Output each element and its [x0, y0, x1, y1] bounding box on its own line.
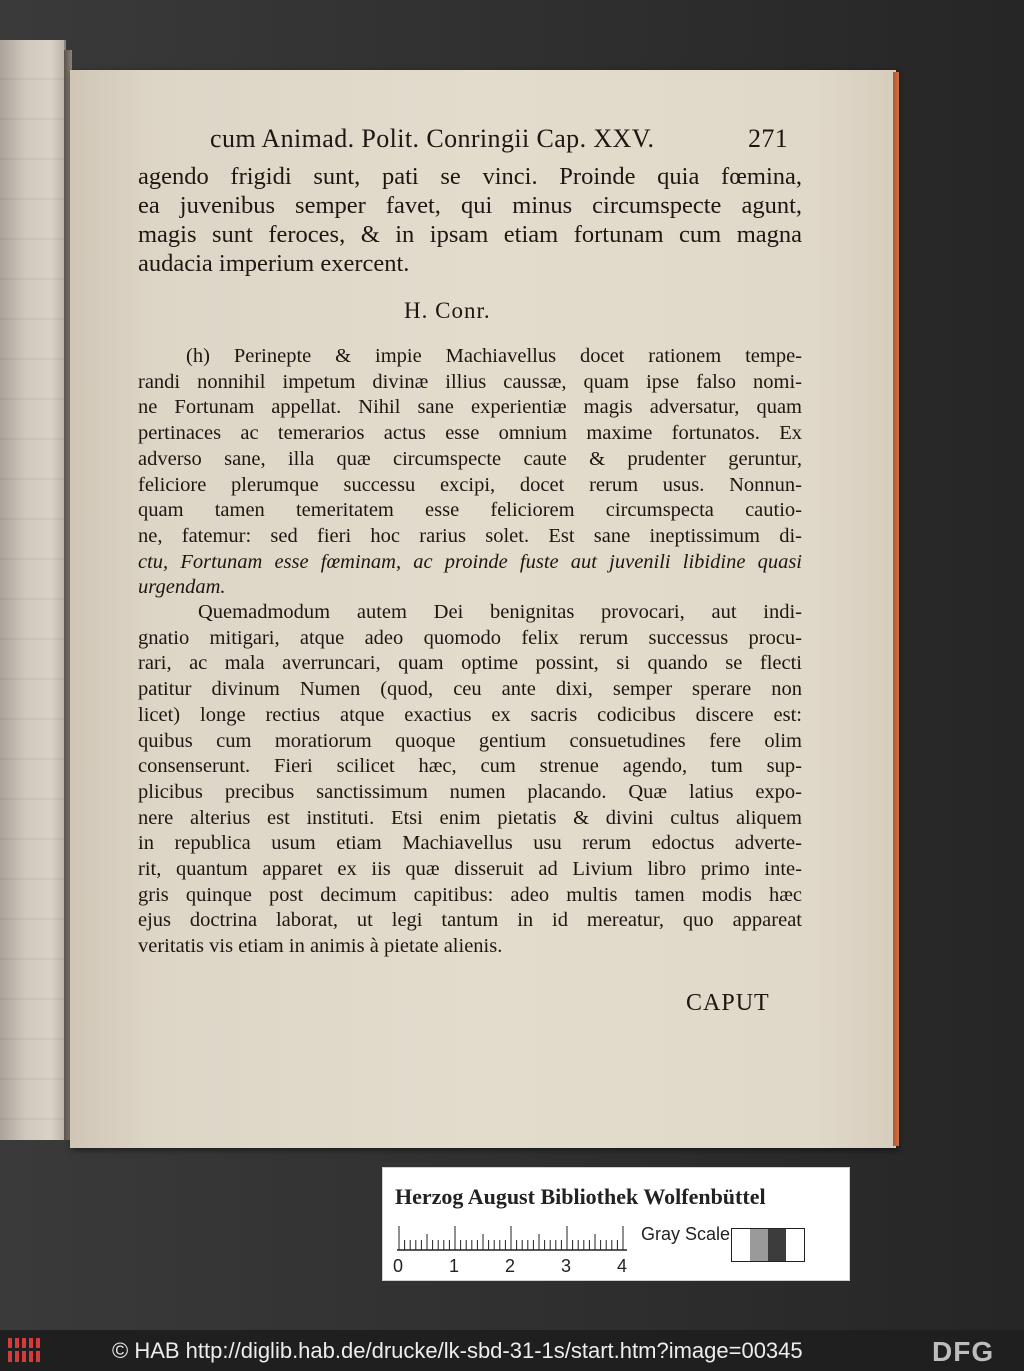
facing-page-fragment — [0, 40, 66, 1140]
opening-text — [138, 162, 802, 278]
page-number: 271 — [748, 124, 789, 153]
text-line: licet) longe rectius atque exactius ex sacris codicibus discere est: — [138, 703, 802, 726]
text-line: randi nonnihil impetum divinæ illius caussæ, quam ipse falso nomi- — [138, 370, 802, 393]
running-head — [210, 124, 790, 154]
text-line: pertinaces ac temerarios actus esse omnium maxime fortunatos. Ex — [138, 422, 802, 445]
text-line: urgendam. — [138, 576, 226, 599]
color-scale-card — [382, 1167, 850, 1281]
text-line: agendo frigidi sunt, pati se vinci. Proinde quia fœmina, — [138, 163, 802, 190]
text-line: feliciore plerumque successu excipi, docet rerum usus. Nonnun- — [138, 473, 802, 496]
ruler-label: 2 — [505, 1256, 516, 1276]
ruler-label: 0 — [393, 1256, 404, 1276]
text-line: gris quinque post decimum capitibus: adeo multis tamen modis hæc — [138, 883, 802, 906]
ruler-label: 4 — [617, 1256, 628, 1276]
library-name: Herzog August Bibliothek Wolfenbüttel — [395, 1184, 766, 1209]
text-line: rari, ac mala averruncari, quam optime possint, si quando se flecti — [138, 652, 802, 675]
text-line: ne Fortunam appellat. Nihil sane experientiæ magis adversatur, quam — [138, 396, 802, 419]
text-line: gnatio mitigari, atque adeo quomodo felix rerum successus procu- — [138, 626, 802, 649]
ruler-label: 1 — [449, 1256, 460, 1276]
text-line: consenserunt. Fieri scilicet hæc, cum strenue agendo, tum sup- — [138, 755, 802, 778]
gray-swatch — [750, 1229, 768, 1261]
page-edge — [893, 72, 899, 1146]
section-heading: H. Conr. — [404, 298, 491, 323]
gray-swatch — [732, 1229, 750, 1261]
text-line: Quemadmodum autem Dei benignitas provocari, aut indi- — [198, 601, 802, 623]
text-line: patitur divinum Numen (quod, ceu ante dixi, semper sperare non — [138, 678, 802, 701]
source-link[interactable]: © HAB http://diglib.hab.de/drucke/lk-sbd-31-1s/start.htm?image=00345 — [112, 1338, 803, 1363]
text-line: magis sunt feroces, & in ipsam etiam fortunam cum magna — [138, 221, 802, 248]
measurement-ruler — [397, 1220, 627, 1252]
text-line: plicibus precibus sanctissimum numen placando. Quæ latius expo- — [138, 780, 802, 803]
ruler-label: 3 — [561, 1256, 572, 1276]
text-line: quibus cum moratiorum quoque gentium consuetudines fere olim — [138, 729, 802, 752]
text-line: ea juvenibus semper favet, qui minus circumspecte agunt, — [138, 192, 802, 219]
text-line: (h) Perinepte & impie Machiavellus docet rationem tempe- — [186, 345, 802, 367]
gray-swatch — [768, 1229, 786, 1261]
running-head-title: cum Animad. Polit. Conringii Cap. XXV. — [210, 124, 655, 153]
text-line: in republica usum etiam Machiavellus usu rerum edoctus adverte- — [138, 832, 802, 855]
text-line: veritatis vis etiam in animis à pietate alienis. — [138, 935, 503, 958]
text-line: audacia imperium exercent. — [138, 250, 410, 277]
ruler-labels — [393, 1256, 653, 1276]
text-line: rit, quantum apparet ex iis quæ disseruit ad Livium libro primo inte- — [138, 858, 802, 881]
annotation-note — [138, 344, 802, 601]
text-line: ctu, Fortunam esse fœminam, ac proinde fuste aut juvenili libidine quasi — [138, 550, 802, 573]
gray-scale-swatches — [731, 1228, 805, 1262]
text-line: ne, fatemur: sed fieri hoc rarius solet. Est sane ineptissimum di- — [138, 524, 802, 547]
text-line: ejus doctrina laborat, ut legi tantum in id mereatur, quo appareat — [138, 909, 802, 932]
text-line: adverso sane, illa quæ circumspecte caute & prudenter geruntur, — [138, 447, 802, 470]
gray-scale-label: Gray Scale — [641, 1224, 731, 1244]
text-line: quam tamen temeritatem esse feliciorem circumspecta cautio- — [138, 499, 802, 522]
hab-logo-icon — [6, 1334, 46, 1366]
dfg-logo: DFG — [932, 1336, 995, 1367]
main-paragraph — [138, 600, 802, 960]
gray-swatch — [786, 1229, 804, 1261]
catchword: CAPUT — [686, 990, 770, 1016]
text-line: nere alterius est instituti. Etsi enim pietatis & divini cultus aliquem — [138, 806, 802, 829]
